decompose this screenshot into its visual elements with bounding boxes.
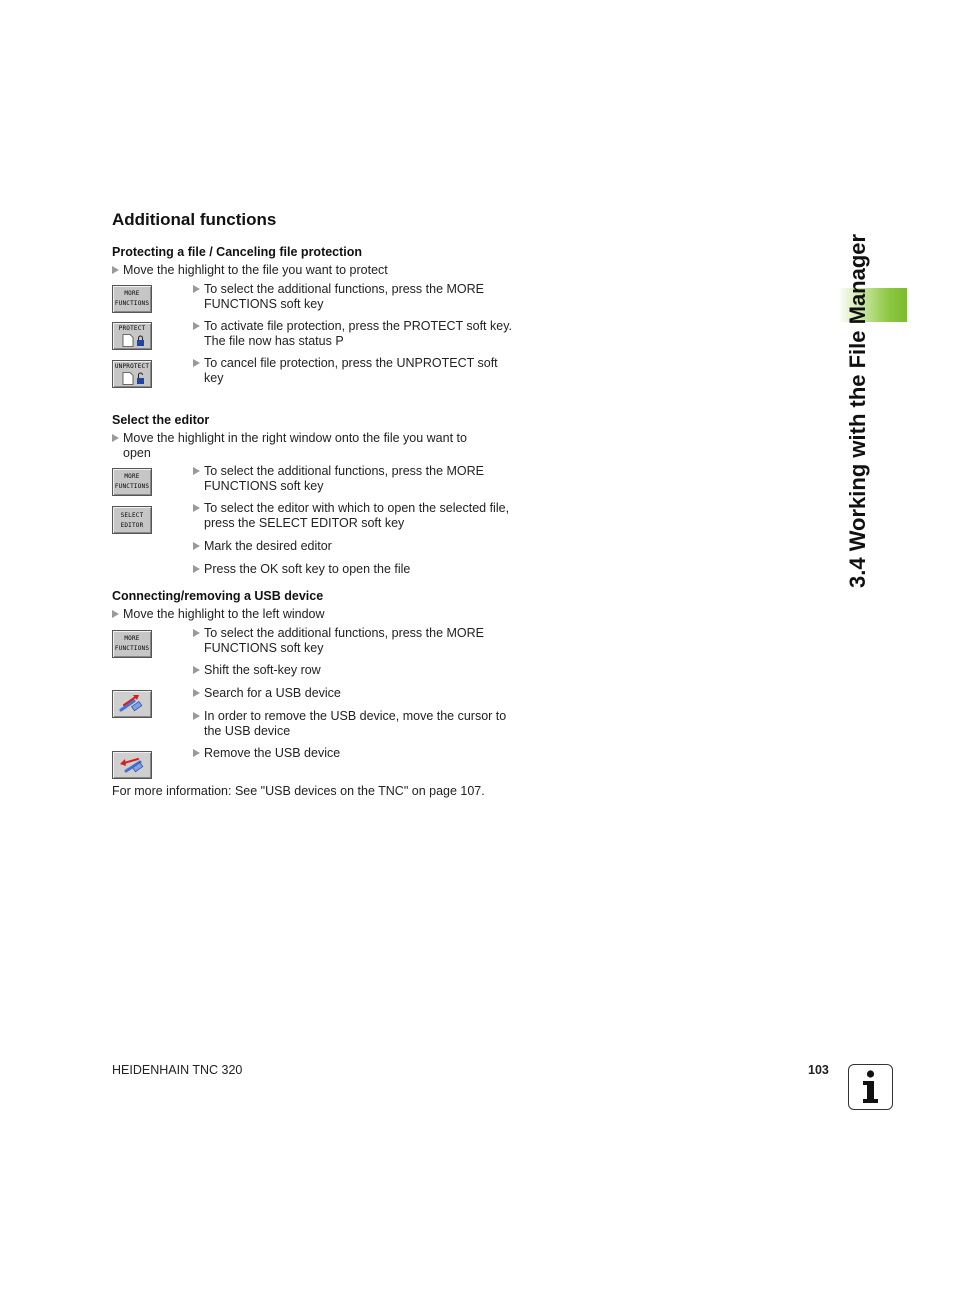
arrow-icon [112,434,119,442]
arrow-icon [193,666,200,674]
section-title: Additional functions [112,210,277,229]
usb-heading: Connecting/removing a USB device [112,589,324,603]
arrow-icon [193,712,200,720]
softkey-label: MORE FUNCTIONS [114,635,150,652]
softkey-label: MORE FUNCTIONS [114,473,150,490]
file-lock-icon [122,334,146,347]
editor-heading: Select the editor [112,413,210,427]
more-functions-softkey[interactable] [112,285,152,313]
protect-softkey[interactable]: PROTECT [112,322,152,350]
chapter-title: 3.4 Working with the File Manager [845,233,870,588]
arrow-icon [112,610,119,618]
arrow-icon [193,359,200,367]
select-editor-softkey[interactable] [112,506,152,534]
more-info-text: For more information: See "USB devices on the TNC" on page 107. [112,784,485,798]
file-unlock-icon [122,372,146,385]
arrow-icon [193,749,200,757]
protect-heading: Protecting a file / Canceling file protection [112,245,363,259]
arrow-icon [193,689,200,697]
page-number: 103 [808,1063,829,1077]
arrow-icon [193,285,200,293]
unprotect-softkey[interactable]: UNPROTECT [112,360,152,388]
more-functions-softkey[interactable] [112,468,152,496]
arrow-icon [193,629,200,637]
softkey-label: MORE FUNCTIONS [114,290,150,307]
arrow-icon [193,467,200,475]
usb-remove-softkey[interactable] [112,751,152,779]
more-functions-softkey[interactable] [112,630,152,658]
usb-remove-icon [116,754,148,776]
usb-connect-icon [116,693,148,715]
arrow-icon [193,504,200,512]
info-icon [848,1064,893,1110]
arrow-icon [112,266,119,274]
softkey-label: SELECT EDITOR [120,512,144,529]
arrow-icon [193,322,200,330]
arrow-icon [193,565,200,573]
footer-product: HEIDENHAIN TNC 320 [112,1063,243,1077]
usb-connect-softkey[interactable] [112,690,152,718]
arrow-icon [193,542,200,550]
